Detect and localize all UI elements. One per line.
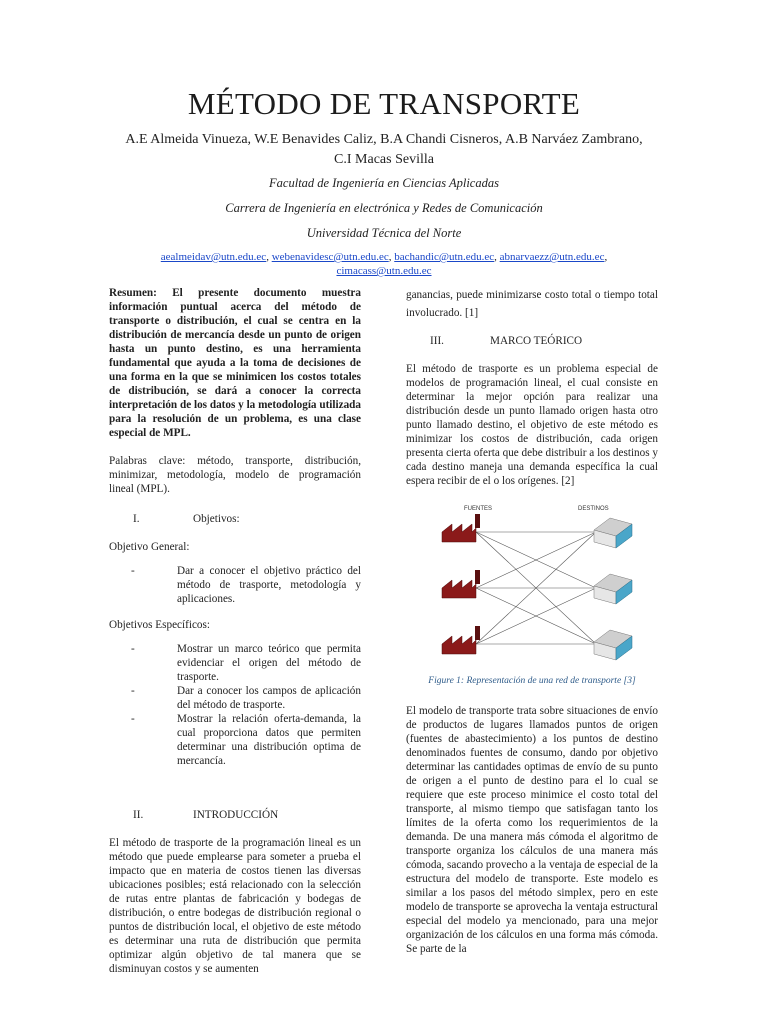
section-title: Objetivos: bbox=[193, 513, 240, 525]
factory-icon bbox=[442, 626, 480, 654]
transport-network-diagram bbox=[406, 498, 658, 670]
warehouse-icon bbox=[594, 630, 632, 660]
left-column bbox=[109, 286, 361, 976]
section-number: II. bbox=[133, 809, 144, 821]
network-arcs bbox=[476, 532, 596, 644]
warehouse-icon bbox=[594, 574, 632, 604]
right-column bbox=[406, 286, 658, 956]
objective-general-list bbox=[109, 564, 361, 606]
email-link[interactable]: abnarvaezz@utn.edu.ec bbox=[499, 251, 605, 263]
email-link[interactable]: webenavidesc@utn.edu.ec bbox=[271, 251, 389, 263]
section-heading-introduccion bbox=[109, 808, 361, 822]
authors-line-1: A.E Almeida Vinueza, W.E Benavides Caliz, B.A Chandi Cisneros, A.B Narváez Zambrano, bbox=[125, 132, 643, 147]
section-heading-objetivos bbox=[109, 512, 361, 526]
abstract: Resumen: El presente documento muestra información puntual acerca del método de transporte o distribución, el cual se centra en la distribución de mercancía desde un punto de origen hasta un punto destino, es una herramienta fundamental que ayuda a la toma de decisiones de una forma en la que se minimicen los costos totales de distribución, se dará a conocer la correcta interpretación de los datos y la metodología utilizada para la resolución de un problema, es una clase especial de MPL. bbox=[109, 287, 361, 439]
figure-caption: Figure 1: Representación de una red de transporte [3] bbox=[428, 676, 636, 686]
affiliation-career: Carrera de Ingeniería en electrónica y Redes de Comunicación bbox=[225, 201, 543, 215]
list-item: - Mostrar un marco teórico que permita evidenciar el origen del método de trasporte. bbox=[131, 643, 361, 683]
figure-label-sources: FUENTES bbox=[464, 506, 493, 512]
modelo-paragraph: El modelo de transporte trata sobre situaciones de envío de productos de lugares llamados puntos de origen (fuentes de abastecimiento) a los puntos de destino denominados fuentes de consumo, dando por objetivo determinar las cantidades optimas de envío de su punto de origen a el punto de destino para el lo cual se requiere que este proceso minimice el costo total del transporte, al mismo tiempo que satisfagan tanto los límites de la oferta como los requerimientos de la demanda. De una manera más cómoda el algoritmo de transporte organiza los cálculos de una manera más cómoda, sacando provecho a la ventaja de especial de la estructura del modelo de transporte. Este modelo es similar a los pasos del método simplex, pero en este modelo de transporte se aprovecha la ventaja estructural especial del modelo ya mencionado, para una mejor organización de los cálculos en una forma más cómoda. Se parte de la bbox=[406, 705, 658, 955]
section-title: MARCO TEÓRICO bbox=[490, 335, 583, 347]
author-list bbox=[90, 130, 678, 170]
marco-paragraph: El método de trasporte es un problema especial de modelos de programación lineal, el cual consiste en determinar la mejor opción para realizar una distribución desde un punto llamado origen hasta otro punto llamado destino, el objetivo de este método es minimizar los costos de distribución, cada origen presenta cierta oferta que debe distribuir a los destinos y cada destino maneja una demanda específica la cual espera recibir de el o los orígenes. [2] bbox=[406, 363, 658, 487]
figure-label-destinations: DESTINOS bbox=[578, 506, 609, 512]
email-link[interactable]: cimacass@utn.edu.ec bbox=[336, 265, 432, 277]
section-number: I. bbox=[133, 513, 140, 525]
objective-specific-label: Objetivos Específicos: bbox=[109, 619, 210, 631]
email-link[interactable]: aealmeidav@utn.edu.ec bbox=[160, 251, 267, 263]
figure-transport-network bbox=[406, 498, 658, 674]
objective-general-label: Objetivo General: bbox=[109, 541, 190, 553]
affiliation-faculty: Facultad de Ingeniería en Ciencias Aplicadas bbox=[269, 176, 499, 190]
page-title: MÉTODO DE TRANSPORTE bbox=[187, 86, 581, 121]
intro-continuation: ganancias, puede minimizarse costo total o tiempo total involucrado. [1] bbox=[406, 289, 658, 319]
factory-icon bbox=[442, 570, 480, 598]
list-item: - Mostrar la relación oferta-demanda, la cual proporciona datos que permiten determinar una distribución optima de mercancía. bbox=[131, 713, 361, 767]
email-list: aealmeidav@utn.edu.ec, webenavidesc@utn.edu.ec, bachandic@utn.edu.ec, abnarvaezz@utn.edu.ec, cimacass@utn.edu.ec bbox=[160, 251, 608, 277]
email-link[interactable]: bachandic@utn.edu.ec bbox=[394, 251, 495, 263]
section-number: III. bbox=[430, 335, 444, 347]
factory-icon bbox=[442, 514, 480, 542]
intro-paragraph: El método de trasporte de la programación lineal es un método que puede emplearse para someter a prueba el impacto que en materia de costos tienen las diversas ubicaciones posibles; está relacionado con la selección de rutas entre plantas de fabricación y bodegas de distribución, o entre bodegas de distribución regional o puntos de distribución local, el objetivo de este método es determinar una ruta de distribución que permita optimizar algún objetivo de tal manera que se disminuyan costos y se aumenten bbox=[109, 837, 361, 975]
section-heading-marco-teorico bbox=[406, 334, 658, 348]
objective-specific-list bbox=[109, 642, 361, 768]
section-title: INTRODUCCIÓN bbox=[193, 809, 279, 821]
list-item: - Dar a conocer el objetivo práctico del método de trasporte, metodología y aplicaciones. bbox=[131, 565, 361, 605]
affiliation-university: Universidad Técnica del Norte bbox=[306, 226, 462, 240]
authors-line-2: C.I Macas Sevilla bbox=[334, 152, 434, 167]
list-item: - Dar a conocer los campos de aplicación del método de trasporte. bbox=[131, 685, 361, 711]
warehouse-icon bbox=[594, 518, 632, 548]
keywords: Palabras clave: método, transporte, distribución, minimizar, metodología, modelo de programación lineal (MPL). bbox=[109, 455, 361, 495]
